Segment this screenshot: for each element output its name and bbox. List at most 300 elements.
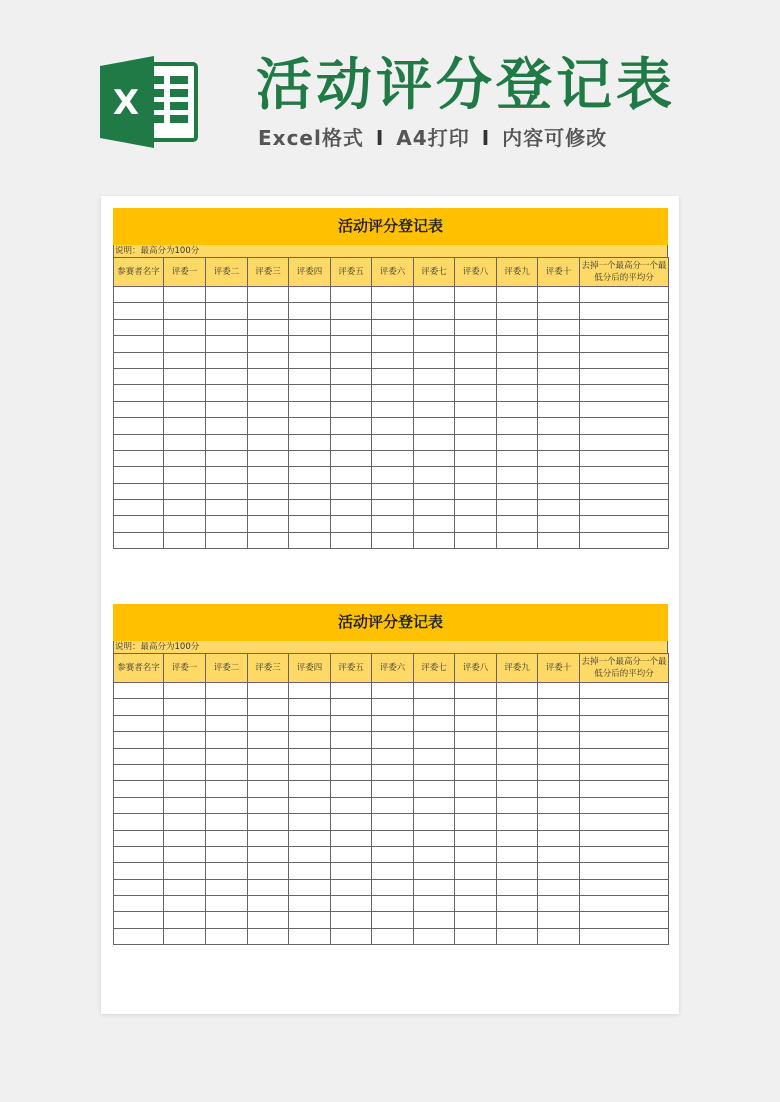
table-cell[interactable] [331, 483, 372, 499]
table-cell[interactable] [497, 797, 538, 813]
table-cell[interactable] [164, 532, 206, 548]
table-cell[interactable] [248, 352, 289, 368]
table-cell[interactable] [289, 732, 331, 748]
table-cell[interactable] [580, 748, 669, 764]
table-cell[interactable] [414, 319, 455, 335]
table-cell[interactable] [372, 303, 414, 319]
table-cell[interactable] [114, 401, 164, 417]
table-cell[interactable] [289, 467, 331, 483]
table-cell[interactable] [372, 830, 414, 846]
table-cell[interactable] [331, 401, 372, 417]
table-cell[interactable] [248, 500, 289, 516]
table-cell[interactable] [372, 781, 414, 797]
table-cell[interactable] [538, 846, 580, 862]
table-cell[interactable] [114, 500, 164, 516]
table-cell[interactable] [114, 418, 164, 434]
table-cell[interactable] [114, 863, 164, 879]
table-cell[interactable] [455, 814, 497, 830]
table-cell[interactable] [580, 500, 669, 516]
table-cell[interactable] [206, 287, 248, 303]
table-cell[interactable] [455, 928, 497, 944]
table-cell[interactable] [331, 500, 372, 516]
table-cell[interactable] [331, 303, 372, 319]
table-cell[interactable] [455, 352, 497, 368]
table-cell[interactable] [372, 401, 414, 417]
table-cell[interactable] [206, 732, 248, 748]
table-cell[interactable] [414, 928, 455, 944]
table-cell[interactable] [455, 500, 497, 516]
table-cell[interactable] [289, 879, 331, 895]
table-cell[interactable] [331, 319, 372, 335]
table-cell[interactable] [455, 830, 497, 846]
table-cell[interactable] [455, 385, 497, 401]
table-cell[interactable] [206, 814, 248, 830]
table-cell[interactable] [248, 401, 289, 417]
table-cell[interactable] [455, 434, 497, 450]
table-cell[interactable] [114, 764, 164, 780]
table-cell[interactable] [289, 450, 331, 466]
table-cell[interactable] [372, 846, 414, 862]
table-cell[interactable] [206, 830, 248, 846]
table-cell[interactable] [164, 418, 206, 434]
table-cell[interactable] [289, 368, 331, 384]
table-cell[interactable] [538, 814, 580, 830]
table-cell[interactable] [206, 683, 248, 699]
table-cell[interactable] [372, 732, 414, 748]
table-cell[interactable] [414, 863, 455, 879]
table-cell[interactable] [497, 352, 538, 368]
table-cell[interactable] [455, 532, 497, 548]
table-cell[interactable] [248, 319, 289, 335]
table-cell[interactable] [164, 846, 206, 862]
table-cell[interactable] [580, 928, 669, 944]
table-cell[interactable] [248, 368, 289, 384]
table-cell[interactable] [331, 846, 372, 862]
table-cell[interactable] [414, 385, 455, 401]
table-cell[interactable] [331, 467, 372, 483]
table-cell[interactable] [580, 830, 669, 846]
table-cell[interactable] [497, 732, 538, 748]
table-cell[interactable] [455, 483, 497, 499]
table-cell[interactable] [455, 287, 497, 303]
table-cell[interactable] [164, 303, 206, 319]
table-cell[interactable] [248, 732, 289, 748]
table-cell[interactable] [289, 764, 331, 780]
table-cell[interactable] [206, 418, 248, 434]
table-cell[interactable] [538, 863, 580, 879]
table-cell[interactable] [164, 401, 206, 417]
table-cell[interactable] [580, 401, 669, 417]
table-cell[interactable] [164, 879, 206, 895]
table-cell[interactable] [114, 287, 164, 303]
table-cell[interactable] [497, 683, 538, 699]
table-cell[interactable] [414, 401, 455, 417]
table-cell[interactable] [455, 401, 497, 417]
table-cell[interactable] [114, 352, 164, 368]
table-cell[interactable] [538, 532, 580, 548]
table-cell[interactable] [331, 532, 372, 548]
table-cell[interactable] [248, 450, 289, 466]
table-cell[interactable] [497, 467, 538, 483]
table-cell[interactable] [164, 483, 206, 499]
table-cell[interactable] [538, 352, 580, 368]
table-cell[interactable] [289, 385, 331, 401]
table-cell[interactable] [580, 450, 669, 466]
table-cell[interactable] [580, 699, 669, 715]
table-cell[interactable] [114, 814, 164, 830]
table-cell[interactable] [164, 896, 206, 912]
table-cell[interactable] [414, 467, 455, 483]
table-cell[interactable] [114, 928, 164, 944]
table-cell[interactable] [414, 781, 455, 797]
table-cell[interactable] [114, 303, 164, 319]
table-cell[interactable] [206, 516, 248, 532]
table-cell[interactable] [164, 319, 206, 335]
table-cell[interactable] [455, 912, 497, 928]
table-cell[interactable] [538, 287, 580, 303]
table-cell[interactable] [164, 912, 206, 928]
table-cell[interactable] [455, 896, 497, 912]
table-cell[interactable] [164, 863, 206, 879]
table-cell[interactable] [206, 797, 248, 813]
table-cell[interactable] [206, 319, 248, 335]
table-cell[interactable] [248, 797, 289, 813]
table-cell[interactable] [538, 450, 580, 466]
table-cell[interactable] [580, 896, 669, 912]
table-cell[interactable] [164, 336, 206, 352]
table-cell[interactable] [414, 912, 455, 928]
table-cell[interactable] [414, 879, 455, 895]
table-cell[interactable] [206, 879, 248, 895]
table-cell[interactable] [580, 516, 669, 532]
table-cell[interactable] [248, 912, 289, 928]
table-cell[interactable] [497, 748, 538, 764]
table-cell[interactable] [331, 814, 372, 830]
table-cell[interactable] [414, 896, 455, 912]
table-cell[interactable] [414, 532, 455, 548]
table-cell[interactable] [206, 467, 248, 483]
table-cell[interactable] [414, 732, 455, 748]
table-cell[interactable] [455, 863, 497, 879]
table-cell[interactable] [164, 368, 206, 384]
table-cell[interactable] [289, 699, 331, 715]
table-cell[interactable] [164, 732, 206, 748]
table-cell[interactable] [331, 450, 372, 466]
table-cell[interactable] [538, 797, 580, 813]
table-cell[interactable] [206, 863, 248, 879]
table-cell[interactable] [538, 500, 580, 516]
table-cell[interactable] [206, 500, 248, 516]
table-cell[interactable] [580, 418, 669, 434]
table-cell[interactable] [414, 303, 455, 319]
table-cell[interactable] [372, 385, 414, 401]
table-cell[interactable] [497, 912, 538, 928]
table-cell[interactable] [164, 928, 206, 944]
table-cell[interactable] [580, 434, 669, 450]
table-cell[interactable] [414, 336, 455, 352]
table-cell[interactable] [289, 500, 331, 516]
table-cell[interactable] [497, 699, 538, 715]
table-cell[interactable] [580, 483, 669, 499]
table-cell[interactable] [206, 352, 248, 368]
table-cell[interactable] [248, 830, 289, 846]
table-cell[interactable] [164, 830, 206, 846]
table-cell[interactable] [497, 879, 538, 895]
table-cell[interactable] [497, 830, 538, 846]
table-cell[interactable] [580, 863, 669, 879]
table-cell[interactable] [372, 467, 414, 483]
table-cell[interactable] [331, 418, 372, 434]
table-cell[interactable] [114, 368, 164, 384]
table-cell[interactable] [372, 896, 414, 912]
table-cell[interactable] [206, 896, 248, 912]
table-cell[interactable] [164, 797, 206, 813]
table-cell[interactable] [248, 683, 289, 699]
table-cell[interactable] [164, 715, 206, 731]
table-cell[interactable] [248, 336, 289, 352]
table-cell[interactable] [248, 781, 289, 797]
table-cell[interactable] [114, 319, 164, 335]
table-cell[interactable] [289, 303, 331, 319]
table-cell[interactable] [497, 303, 538, 319]
table-cell[interactable] [248, 748, 289, 764]
table-cell[interactable] [372, 715, 414, 731]
table-cell[interactable] [455, 781, 497, 797]
table-cell[interactable] [289, 287, 331, 303]
table-cell[interactable] [248, 699, 289, 715]
table-cell[interactable] [372, 764, 414, 780]
table-cell[interactable] [331, 928, 372, 944]
table-cell[interactable] [414, 500, 455, 516]
table-cell[interactable] [414, 830, 455, 846]
table-cell[interactable] [455, 748, 497, 764]
table-cell[interactable] [497, 418, 538, 434]
table-cell[interactable] [331, 336, 372, 352]
table-cell[interactable] [206, 434, 248, 450]
table-cell[interactable] [580, 532, 669, 548]
table-cell[interactable] [331, 516, 372, 532]
table-cell[interactable] [289, 781, 331, 797]
table-cell[interactable] [114, 683, 164, 699]
table-cell[interactable] [455, 764, 497, 780]
table-cell[interactable] [497, 483, 538, 499]
table-cell[interactable] [114, 483, 164, 499]
table-cell[interactable] [372, 418, 414, 434]
table-cell[interactable] [538, 368, 580, 384]
table-cell[interactable] [414, 683, 455, 699]
table-cell[interactable] [331, 863, 372, 879]
table-cell[interactable] [497, 781, 538, 797]
table-cell[interactable] [372, 532, 414, 548]
table-cell[interactable] [580, 368, 669, 384]
table-cell[interactable] [164, 781, 206, 797]
table-cell[interactable] [455, 516, 497, 532]
table-cell[interactable] [206, 764, 248, 780]
table-cell[interactable] [538, 764, 580, 780]
table-cell[interactable] [331, 912, 372, 928]
table-cell[interactable] [206, 928, 248, 944]
table-cell[interactable] [414, 516, 455, 532]
table-cell[interactable] [414, 699, 455, 715]
table-cell[interactable] [497, 385, 538, 401]
table-cell[interactable] [372, 912, 414, 928]
table-cell[interactable] [114, 830, 164, 846]
table-cell[interactable] [289, 483, 331, 499]
table-cell[interactable] [372, 879, 414, 895]
table-cell[interactable] [538, 683, 580, 699]
table-cell[interactable] [580, 715, 669, 731]
table-cell[interactable] [164, 385, 206, 401]
table-cell[interactable] [580, 732, 669, 748]
table-cell[interactable] [455, 368, 497, 384]
table-cell[interactable] [497, 319, 538, 335]
table-cell[interactable] [331, 781, 372, 797]
table-cell[interactable] [538, 748, 580, 764]
table-cell[interactable] [538, 401, 580, 417]
table-cell[interactable] [164, 467, 206, 483]
table-cell[interactable] [331, 732, 372, 748]
table-cell[interactable] [248, 928, 289, 944]
table-cell[interactable] [114, 336, 164, 352]
table-cell[interactable] [248, 303, 289, 319]
table-cell[interactable] [497, 516, 538, 532]
table-cell[interactable] [580, 385, 669, 401]
table-cell[interactable] [289, 748, 331, 764]
table-cell[interactable] [164, 814, 206, 830]
table-cell[interactable] [206, 385, 248, 401]
table-cell[interactable] [497, 401, 538, 417]
table-cell[interactable] [455, 450, 497, 466]
table-cell[interactable] [497, 814, 538, 830]
table-cell[interactable] [580, 287, 669, 303]
table-cell[interactable] [164, 764, 206, 780]
table-cell[interactable] [497, 715, 538, 731]
table-cell[interactable] [248, 483, 289, 499]
table-cell[interactable] [414, 814, 455, 830]
table-cell[interactable] [114, 434, 164, 450]
table-cell[interactable] [455, 715, 497, 731]
table-cell[interactable] [114, 896, 164, 912]
table-cell[interactable] [372, 814, 414, 830]
table-cell[interactable] [497, 532, 538, 548]
table-cell[interactable] [455, 336, 497, 352]
table-cell[interactable] [455, 467, 497, 483]
table-cell[interactable] [289, 418, 331, 434]
table-cell[interactable] [414, 715, 455, 731]
table-cell[interactable] [455, 797, 497, 813]
table-cell[interactable] [580, 879, 669, 895]
table-cell[interactable] [164, 748, 206, 764]
table-cell[interactable] [538, 303, 580, 319]
table-cell[interactable] [206, 303, 248, 319]
table-cell[interactable] [164, 434, 206, 450]
table-cell[interactable] [580, 683, 669, 699]
table-cell[interactable] [206, 401, 248, 417]
table-cell[interactable] [289, 896, 331, 912]
table-cell[interactable] [414, 846, 455, 862]
table-cell[interactable] [331, 797, 372, 813]
table-cell[interactable] [206, 483, 248, 499]
table-cell[interactable] [248, 896, 289, 912]
table-cell[interactable] [580, 352, 669, 368]
table-cell[interactable] [497, 846, 538, 862]
table-cell[interactable] [114, 715, 164, 731]
table-cell[interactable] [164, 352, 206, 368]
table-cell[interactable] [289, 814, 331, 830]
table-cell[interactable] [114, 797, 164, 813]
table-cell[interactable] [497, 434, 538, 450]
table-cell[interactable] [114, 516, 164, 532]
table-cell[interactable] [497, 287, 538, 303]
table-cell[interactable] [331, 385, 372, 401]
table-cell[interactable] [372, 319, 414, 335]
table-cell[interactable] [455, 879, 497, 895]
table-cell[interactable] [206, 748, 248, 764]
table-cell[interactable] [372, 483, 414, 499]
table-cell[interactable] [164, 500, 206, 516]
table-cell[interactable] [289, 683, 331, 699]
table-cell[interactable] [538, 732, 580, 748]
table-cell[interactable] [248, 814, 289, 830]
table-cell[interactable] [206, 699, 248, 715]
table-cell[interactable] [414, 368, 455, 384]
table-cell[interactable] [538, 928, 580, 944]
table-cell[interactable] [164, 287, 206, 303]
table-cell[interactable] [114, 450, 164, 466]
table-cell[interactable] [580, 303, 669, 319]
table-cell[interactable] [114, 532, 164, 548]
table-cell[interactable] [497, 863, 538, 879]
table-cell[interactable] [289, 319, 331, 335]
table-cell[interactable] [289, 846, 331, 862]
table-cell[interactable] [114, 699, 164, 715]
table-cell[interactable] [248, 863, 289, 879]
table-cell[interactable] [206, 336, 248, 352]
table-cell[interactable] [497, 764, 538, 780]
table-cell[interactable] [331, 683, 372, 699]
table-cell[interactable] [538, 336, 580, 352]
table-cell[interactable] [372, 336, 414, 352]
table-cell[interactable] [331, 879, 372, 895]
table-cell[interactable] [164, 683, 206, 699]
table-cell[interactable] [538, 483, 580, 499]
table-cell[interactable] [248, 434, 289, 450]
table-cell[interactable] [455, 683, 497, 699]
table-cell[interactable] [372, 748, 414, 764]
table-cell[interactable] [289, 830, 331, 846]
table-cell[interactable] [538, 715, 580, 731]
table-cell[interactable] [289, 715, 331, 731]
table-cell[interactable] [289, 434, 331, 450]
table-cell[interactable] [164, 450, 206, 466]
table-cell[interactable] [372, 797, 414, 813]
table-cell[interactable] [206, 715, 248, 731]
table-cell[interactable] [580, 781, 669, 797]
table-cell[interactable] [289, 928, 331, 944]
table-cell[interactable] [114, 732, 164, 748]
table-cell[interactable] [455, 319, 497, 335]
table-cell[interactable] [455, 732, 497, 748]
table-cell[interactable] [414, 352, 455, 368]
table-cell[interactable] [580, 814, 669, 830]
table-cell[interactable] [372, 434, 414, 450]
table-cell[interactable] [414, 434, 455, 450]
table-cell[interactable] [331, 715, 372, 731]
table-cell[interactable] [372, 287, 414, 303]
table-cell[interactable] [538, 830, 580, 846]
table-cell[interactable] [414, 287, 455, 303]
table-cell[interactable] [414, 748, 455, 764]
